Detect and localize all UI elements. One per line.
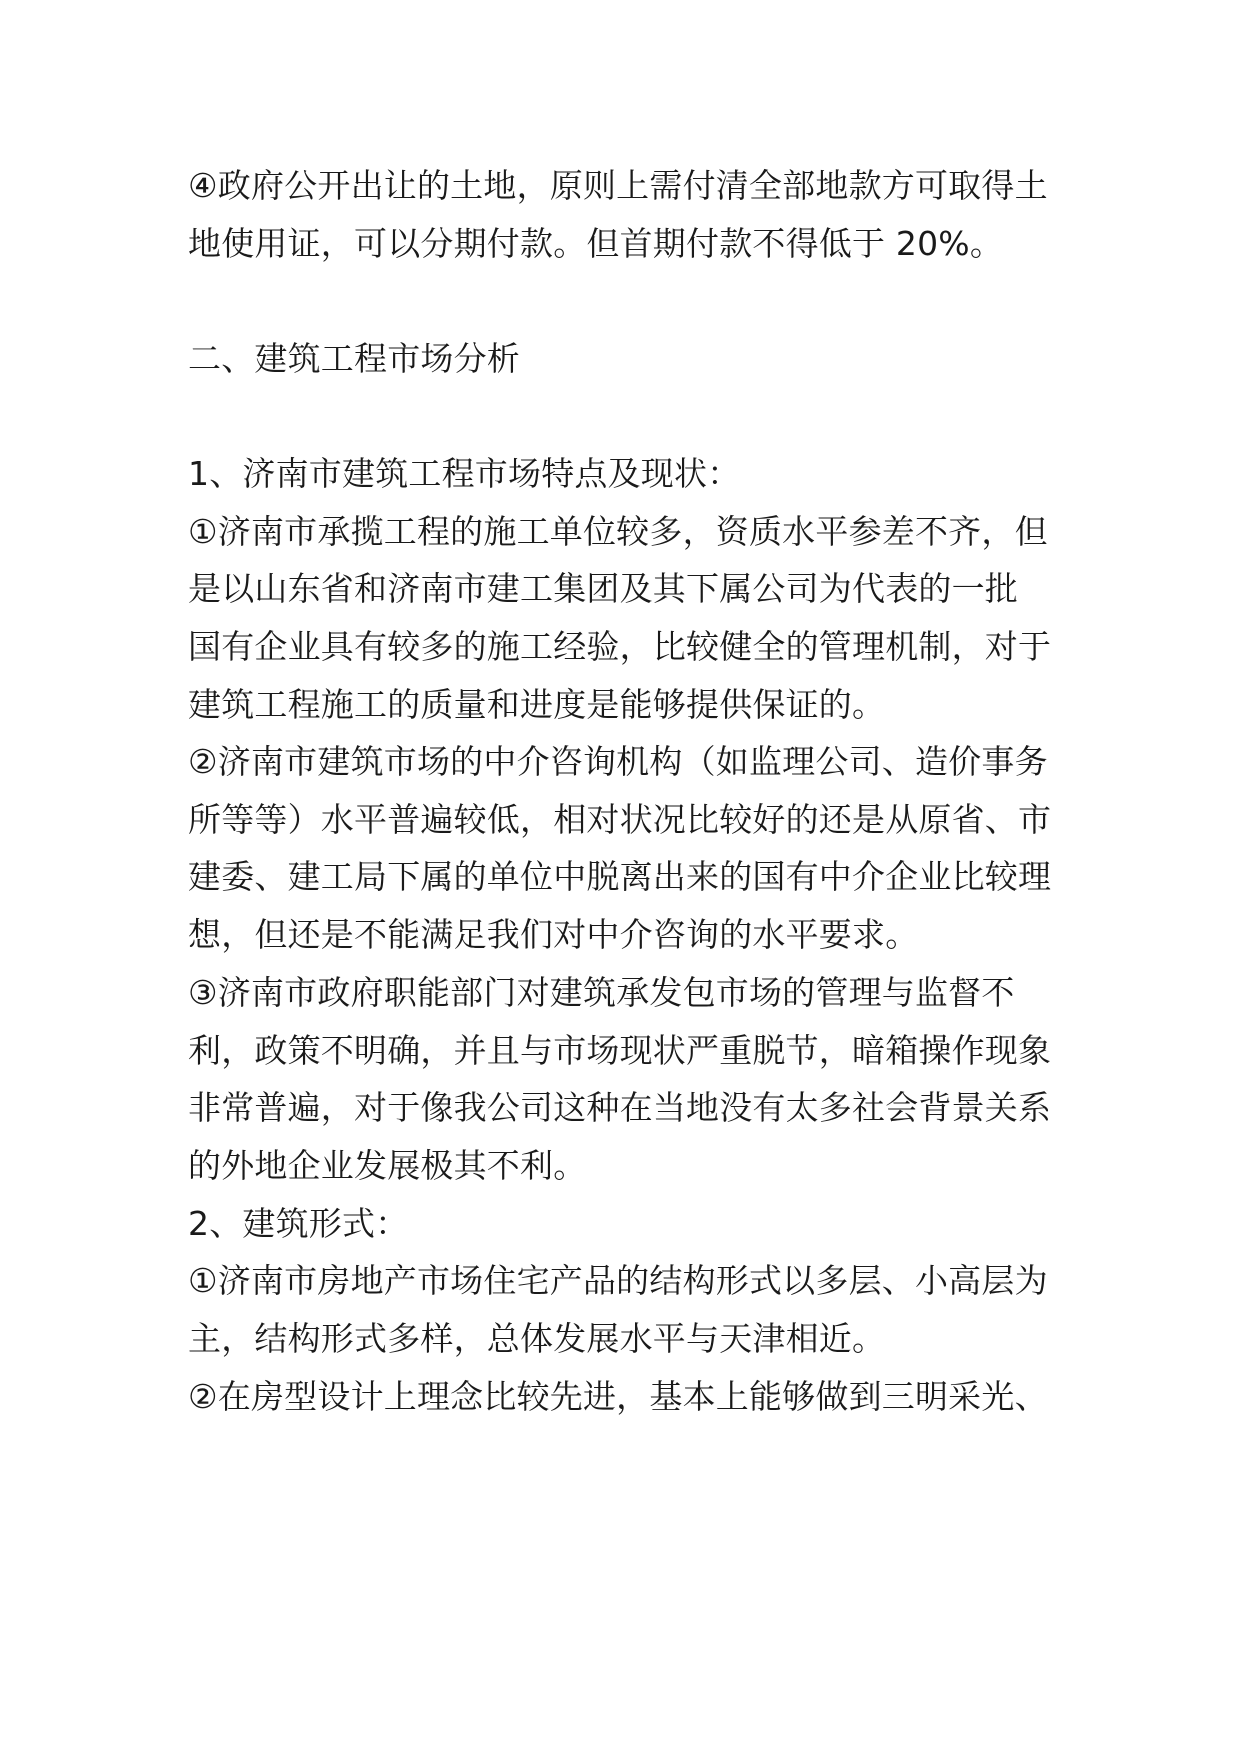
paragraph-line: 非常普遍，对于像我公司这种在当地没有太多社会背景关系 — [188, 1088, 1052, 1127]
paragraph-line: 利，政策不明确，并且与市场现状严重脱节，暗箱操作现象 — [188, 1031, 1052, 1070]
paragraph-line: 所等等）水平普遍较低，相对状况比较好的还是从原省、市 — [188, 800, 1052, 839]
paragraph-line: ①济南市房地产市场住宅产品的结构形式以多层、小高层为 — [188, 1261, 1048, 1300]
paragraph-line: 建筑工程施工的质量和进度是能够提供保证的。 — [188, 685, 886, 724]
paragraph-line: 的外地企业发展极其不利。 — [188, 1146, 587, 1185]
paragraph-line: ②济南市建筑市场的中介咨询机构（如监理公司、造价事务 — [188, 742, 1048, 781]
paragraph-line: 是以山东省和济南市建工集团及其下属公司为代表的一批 — [188, 569, 1018, 608]
subsection-heading: 2、建筑形式： — [188, 1204, 409, 1243]
paragraph-line: ②在房型设计上理念比较先进，基本上能够做到三明采光、 — [188, 1377, 1048, 1416]
section-heading: 二、建筑工程市场分析 — [188, 339, 520, 378]
paragraph-line: ③济南市政府职能部门对建筑承发包市场的管理与监督不 — [188, 973, 1015, 1012]
paragraph-line: ①济南市承揽工程的施工单位较多，资质水平参差不齐，但 — [188, 512, 1048, 551]
paragraph-line: 建委、建工局下属的单位中脱离出来的国有中介企业比较理 — [188, 857, 1052, 896]
paragraph-line: ④政府公开出让的土地，原则上需付清全部地款方可取得土 — [188, 166, 1048, 205]
subsection-heading: 1、济南市建筑工程市场特点及现状： — [188, 454, 741, 493]
paragraph-line: 国有企业具有较多的施工经验，比较健全的管理机制，对于 — [188, 627, 1052, 666]
paragraph-line: 地使用证，可以分期付款。但首期付款不得低于 20%。 — [188, 224, 1004, 263]
paragraph-line: 想，但还是不能满足我们对中介咨询的水平要求。 — [188, 915, 919, 954]
paragraph-line: 主，结构形式多样，总体发展水平与天津相近。 — [188, 1319, 886, 1358]
